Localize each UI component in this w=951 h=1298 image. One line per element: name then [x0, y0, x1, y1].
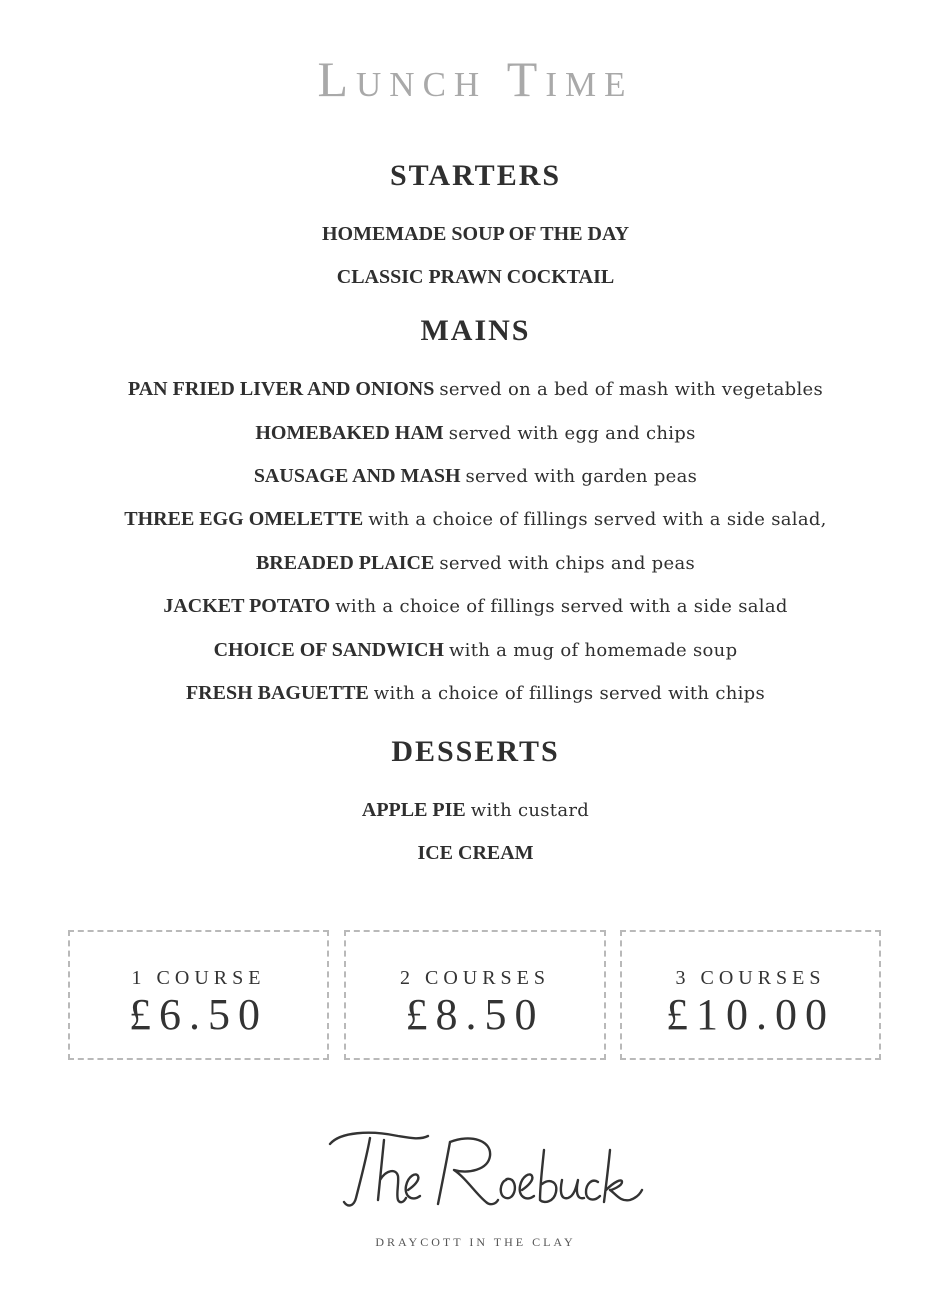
page-title: Lunch Time	[317, 51, 634, 107]
item-name: APPLE PIE	[361, 799, 466, 821]
price-value: £6.50	[129, 990, 268, 1039]
starters-heading: STARTERS	[389, 159, 562, 192]
item-name: HOMEMADE SOUP OF THE DAY	[321, 223, 630, 245]
price-label: 1 COURSE	[131, 967, 266, 989]
logo-tagline: DRAYCOTT IN THE CLAY	[375, 1235, 576, 1249]
price-box-2-courses	[344, 930, 606, 1060]
item-description: with a choice of fillings served with a side salad,	[368, 509, 827, 530]
menu-item	[0, 507, 951, 532]
item-description: with custard	[470, 800, 590, 821]
item-name: CHOICE OF SANDWICH	[213, 639, 444, 661]
menu-item	[0, 798, 951, 823]
item-name: HOMEBAKED HAM	[255, 422, 444, 444]
menu-item	[0, 222, 951, 246]
the-roebuck-logo	[300, 1120, 651, 1220]
item-name: FRESH BAGUETTE	[185, 682, 369, 704]
menu-item	[0, 551, 951, 576]
item-name: JACKET POTATO	[163, 595, 331, 617]
price-box-1-course	[68, 930, 329, 1060]
menu-item	[0, 377, 951, 402]
menu-item	[0, 638, 951, 663]
item-description: served with chips and peas	[439, 553, 696, 574]
mains-heading: MAINS	[420, 314, 531, 347]
item-name: CLASSIC PRAWN COCKTAIL	[336, 266, 615, 288]
price-label: 2 COURSES	[399, 967, 551, 989]
item-description: served with garden peas	[465, 466, 698, 487]
item-description: served on a bed of mash with vegetables	[439, 379, 824, 400]
item-description: with a choice of fillings served with a side salad	[335, 596, 788, 617]
menu-item	[0, 464, 951, 489]
menu-item	[0, 841, 951, 865]
price-box-3-courses	[620, 930, 881, 1060]
price-label: 3 COURSES	[675, 967, 826, 989]
item-description: served with egg and chips	[448, 423, 696, 444]
menu-item	[0, 421, 951, 446]
menu-item	[0, 594, 951, 619]
item-name: THREE EGG OMELETTE	[124, 508, 364, 530]
desserts-heading: DESSERTS	[391, 735, 560, 768]
item-name: PAN FRIED LIVER AND ONIONS	[127, 378, 435, 400]
item-name: SAUSAGE AND MASH	[253, 465, 461, 487]
menu-item	[0, 681, 951, 706]
item-description: with a mug of homemade soup	[448, 640, 738, 661]
item-name: ICE CREAM	[417, 842, 534, 864]
item-description: with a choice of fillings served with chips	[373, 683, 766, 704]
logo-script-icon	[300, 1120, 651, 1220]
item-name: BREADED PLAICE	[255, 552, 435, 574]
menu-item	[0, 265, 951, 289]
price-value: £8.50	[405, 990, 545, 1039]
price-value: £10.00	[666, 990, 835, 1039]
